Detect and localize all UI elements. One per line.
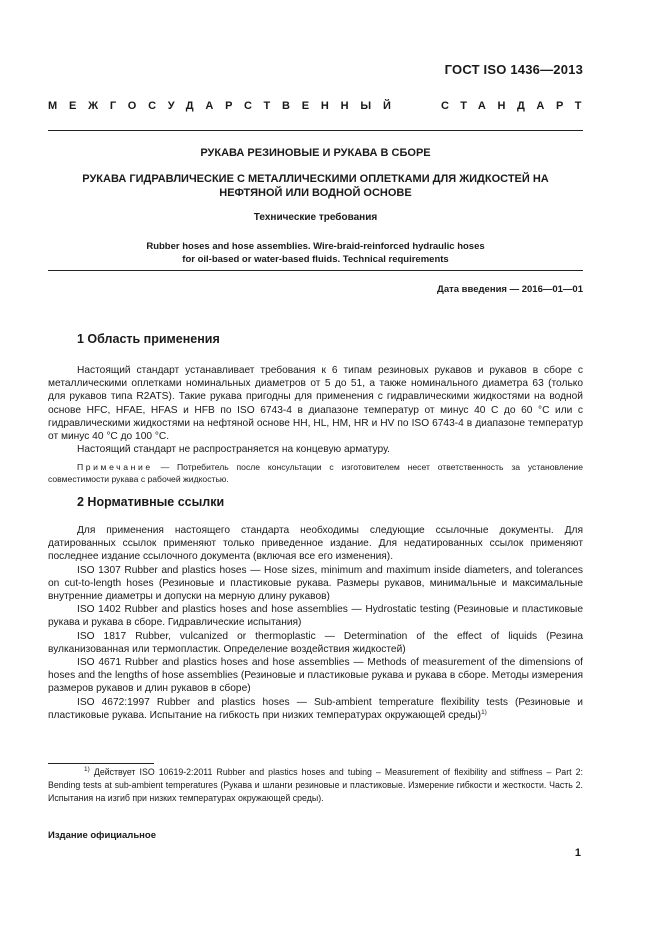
header-divider: [48, 130, 583, 131]
reference-item: ISO 1402 Rubber and plastics hoses and hose assemblies — Hydrostatic testing (Резиновые и пластиковые рукава и рукава в сборе. Гидравлические испытания): [48, 604, 583, 629]
scope-note: [48, 461, 583, 485]
title-sub-line2: НЕФТЯНОЙ ИЛИ ВОДНОЙ ОСНОВЕ: [219, 187, 412, 199]
reference-item: ISO 4671 Rubber and plastics hoses and hose assemblies — Methods of measurement of the dimensions of hoses and the lengths of hose assemblies (Резиновые и пластиковые рукава и рукава в сборе. Методы измерения размеров рукавов и длин рукавов в сборе): [48, 657, 583, 695]
title-english-line1: Rubber hoses and hose assemblies. Wire-braid-reinforced hydraulic hoses: [146, 241, 485, 252]
standard-label: СТАНДАРТ: [441, 100, 594, 112]
title-english: [48, 240, 583, 266]
introduction-date: Дата введения — 2016—01—01: [437, 284, 583, 295]
paragraph: Настоящий стандарт не распространяется на концевую арматуру.: [77, 444, 390, 456]
title-english-line2: for oil-based or water-based fluids. Technical requirements: [182, 254, 449, 265]
footnote-marker: 1): [84, 766, 90, 773]
section-references-heading: 2 Нормативные ссылки: [77, 495, 225, 509]
section-references-text: [48, 524, 583, 722]
interstate-label: МЕЖГОСУДАРСТВЕННЫЙ: [48, 100, 403, 112]
reference-item: ISO 1817 Rubber, vulcanized or thermoplastic — Determination of the effect of liquids (Резина вулканизованная или термопластик. Определение воздействия жидкостей): [48, 630, 583, 655]
title-requirements: Технические требования: [253, 212, 378, 223]
footnote-ref[interactable]: 1): [481, 708, 487, 716]
section-scope-text: [48, 364, 583, 456]
paragraph: Для применения настоящего стандарта необходимы следующие ссылочные документы. Для датированных ссылок применяют только приведенное издание. Для недатированных ссылок применяют последнее издание ссылочного документа (включая все его изменения).: [48, 525, 583, 563]
title-sub-line1: РУКАВА ГИДРАВЛИЧЕСКИЕ С МЕТАЛЛИЧЕСКИМИ ОПЛЕТКАМИ ДЛЯ ЖИДКОСТЕЙ НА: [82, 173, 549, 185]
reference-text: ISO 4672:1997 Rubber and plastics hoses — Sub-ambient temperature flexibility tests (Резиновые и пластиковые рукава. Испытание на гибкость при низких температурах окружающей среды): [48, 696, 583, 721]
footnote-divider: [48, 763, 154, 764]
section-scope-heading: 1 Область применения: [77, 332, 220, 346]
reference-item: ISO 1307 Rubber and plastics hoses — Hose sizes, minimum and maximum inside diameters, and tolerances on cut-to-length hoses (Резиновые и пластиковые рукава. Размеры рукавов, минимальные и максимальные внутренние диаметры и допуски на мерную длину рукавов): [48, 564, 583, 603]
standard-code: ГОСТ ISO 1436—2013: [444, 62, 583, 77]
title-main: РУКАВА РЕЗИНОВЫЕ И РУКАВА В СБОРЕ: [200, 147, 431, 159]
title-divider: [48, 270, 583, 271]
note-text: — Потребитель после консультации с изготовителем несет ответственность за установление совместимости рукава с рабочей жидкостью.: [48, 462, 583, 484]
footnote: [48, 766, 583, 805]
reference-item: [48, 696, 583, 722]
footnote-text: Действует ISO 10619-2:2011 Rubber and plastics hoses and tubing – Measurement of flexibility and stiffness – Part 2: Bending tests at sub-ambient temperatures (Рукава и шланги резиновые и пластиковые. Измерение гибкости и жесткости. Часть 2. Испытания на изгиб при низких температурах окружающей среды).: [48, 767, 583, 803]
page-number: 1: [574, 847, 581, 859]
title-sub: [48, 172, 583, 200]
paragraph: Настоящий стандарт устанавливает требования к 6 типам резиновых рукавов и рукавов в сборе с металлическими оплетками номинальных диаметров от 5 до 51, а также номинального диаметра 63 (только для рукавов типа R2ATS). Такие рукава пригодны для применения с гидравлическими жидкостями на водной основе HFC, HFAE, HFAS и HFB по ISO 6743-4 в диапазоне температур от минус 40 С до 60 °С или с гидравлическими жидкостями на нефтяной основе НН, HL, НМ, HR и HV по ISO 6743-4 в диапазоне температур от минус 40 °С до 100 °С.: [48, 365, 583, 443]
edition-label: Издание официальное: [48, 830, 156, 841]
note-label: Примечание: [77, 462, 153, 472]
